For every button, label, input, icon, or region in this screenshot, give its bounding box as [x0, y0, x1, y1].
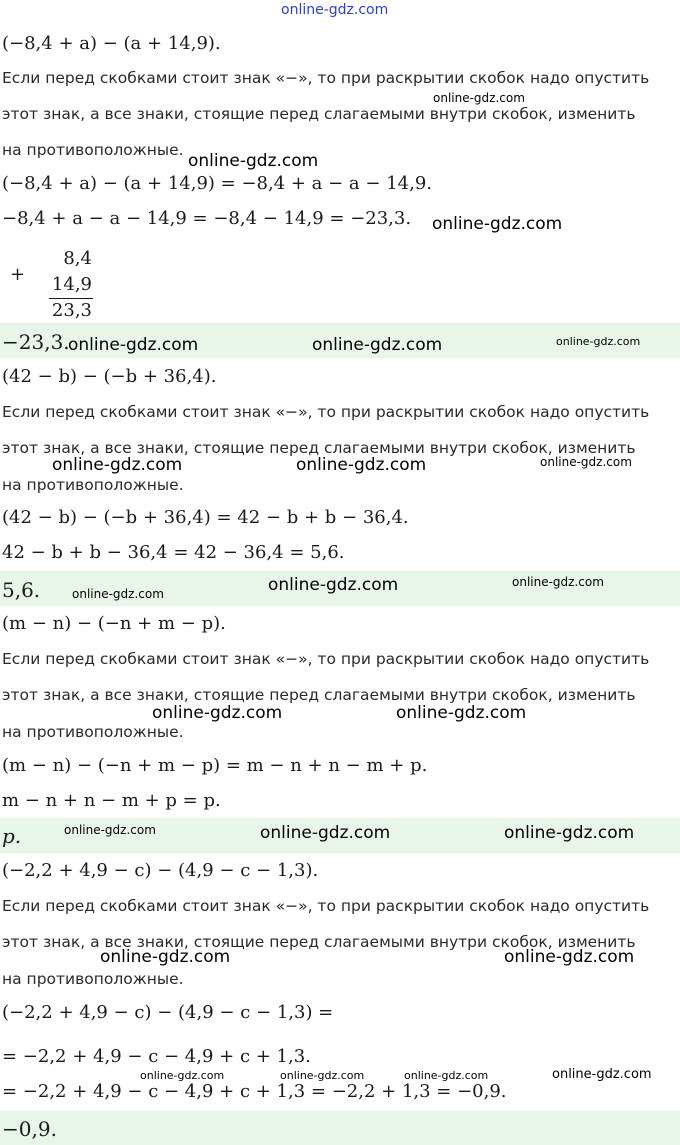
watermark: online-gdz.com — [64, 823, 156, 837]
watermark: online-gdz.com — [100, 947, 231, 967]
watermark: online-gdz.com — [396, 703, 527, 723]
problem-d-answer: −0,9. — [2, 1117, 57, 1141]
watermark: online-gdz.com — [504, 823, 635, 843]
rule-b-line2: этот знак, а все знаки, стоящие перед слагаемыми внутри скобок, изменить — [2, 439, 636, 457]
watermark: online-gdz.com — [152, 703, 283, 723]
column-rule — [49, 298, 93, 299]
watermark: online-gdz.com — [512, 575, 604, 589]
watermark: online-gdz.com — [556, 335, 641, 348]
rule-d-line2: этот знак, а все знаки, стоящие перед слагаемыми внутри скобок, изменить — [2, 933, 636, 951]
watermark: online-gdz.com — [312, 335, 443, 355]
problem-b-step1: (42 − b) − (−b + 36,4) = 42 − b + b − 36,4. — [2, 507, 409, 528]
header-watermark: online-gdz.com — [281, 2, 389, 18]
problem-c-expression: (m − n) − (−n + m − p). — [2, 613, 226, 634]
watermark: online-gdz.com — [140, 1069, 225, 1082]
problem-a-step1: (−8,4 + a) − (a + 14,9) = −8,4 + a − a − 14,9. — [2, 173, 432, 194]
watermark: online-gdz.com — [504, 947, 635, 967]
rule-c-line2: этот знак, а все знаки, стоящие перед слагаемыми внутри скобок, изменить — [2, 686, 636, 704]
rule-d-line1: Если перед скобками стоит знак «−», то при раскрытии скобок надо опустить — [2, 897, 650, 915]
watermark: online-gdz.com — [540, 455, 632, 469]
watermark: online-gdz.com — [52, 455, 183, 475]
rule-a-line3: на противоположные. — [2, 141, 184, 159]
rule-b-line1: Если перед скобками стоит знак «−», то при раскрытии скобок надо опустить — [2, 403, 650, 421]
column-top: 8,4 — [63, 248, 92, 269]
watermark: online-gdz.com — [68, 335, 199, 355]
watermark: online-gdz.com — [268, 575, 399, 595]
rule-c-line3: на противоположные. — [2, 723, 184, 741]
problem-b-step2: 42 − b + b − 36,4 = 42 − 36,4 = 5,6. — [2, 542, 345, 563]
watermark: online-gdz.com — [188, 151, 319, 171]
watermark: online-gdz.com — [552, 1067, 652, 1082]
watermark: online-gdz.com — [280, 1069, 365, 1082]
rule-a-line2: этот знак, а все знаки, стоящие перед слагаемыми внутри скобок, изменить — [2, 105, 636, 123]
problem-d-step1: (−2,2 + 4,9 − c) − (4,9 − c − 1,3) = — [2, 1002, 334, 1023]
problem-c-step1: (m − n) − (−n + m − p) = m − n + n − m + p. — [2, 755, 428, 776]
problem-b-expression: (42 − b) − (−b + 36,4). — [2, 366, 217, 387]
watermark: online-gdz.com — [296, 455, 427, 475]
watermark: online-gdz.com — [404, 1069, 489, 1082]
problem-c-step2: m − n + n − m + p = p. — [2, 790, 221, 811]
problem-d-step2: = −2,2 + 4,9 − c − 4,9 + c + 1,3. — [2, 1046, 311, 1067]
problem-a-step2: −8,4 + a − a − 14,9 = −8,4 − 14,9 = −23,3. — [2, 208, 412, 229]
problem-d-expression: (−2,2 + 4,9 − c) − (4,9 − c − 1,3). — [2, 860, 319, 881]
watermark: online-gdz.com — [433, 91, 525, 105]
column-result: 23,3 — [51, 300, 92, 321]
problem-a-answer: −23,3. — [2, 330, 70, 354]
problem-c-answer: p. — [2, 824, 22, 848]
rule-b-line3: на противоположные. — [2, 476, 184, 494]
column-bottom: 14,9 — [51, 274, 92, 295]
watermark: online-gdz.com — [260, 823, 391, 843]
problem-d-step3: = −2,2 + 4,9 − c − 4,9 + c + 1,3 = −2,2 + 1,3 = −0,9. — [2, 1081, 507, 1102]
rule-d-line3: на противоположные. — [2, 970, 184, 988]
rule-a-line1: Если перед скобками стоит знак «−», то при раскрытии скобок надо опустить — [2, 69, 650, 87]
answer-band-d — [0, 1111, 680, 1145]
watermark: online-gdz.com — [432, 214, 563, 234]
watermark: online-gdz.com — [72, 587, 164, 601]
problem-b-answer: 5,6. — [2, 578, 41, 602]
problem-a-expression: (−8,4 + a) − (a + 14,9). — [2, 33, 221, 54]
column-sign: + — [10, 264, 26, 285]
rule-c-line1: Если перед скобками стоит знак «−», то при раскрытии скобок надо опустить — [2, 650, 650, 668]
